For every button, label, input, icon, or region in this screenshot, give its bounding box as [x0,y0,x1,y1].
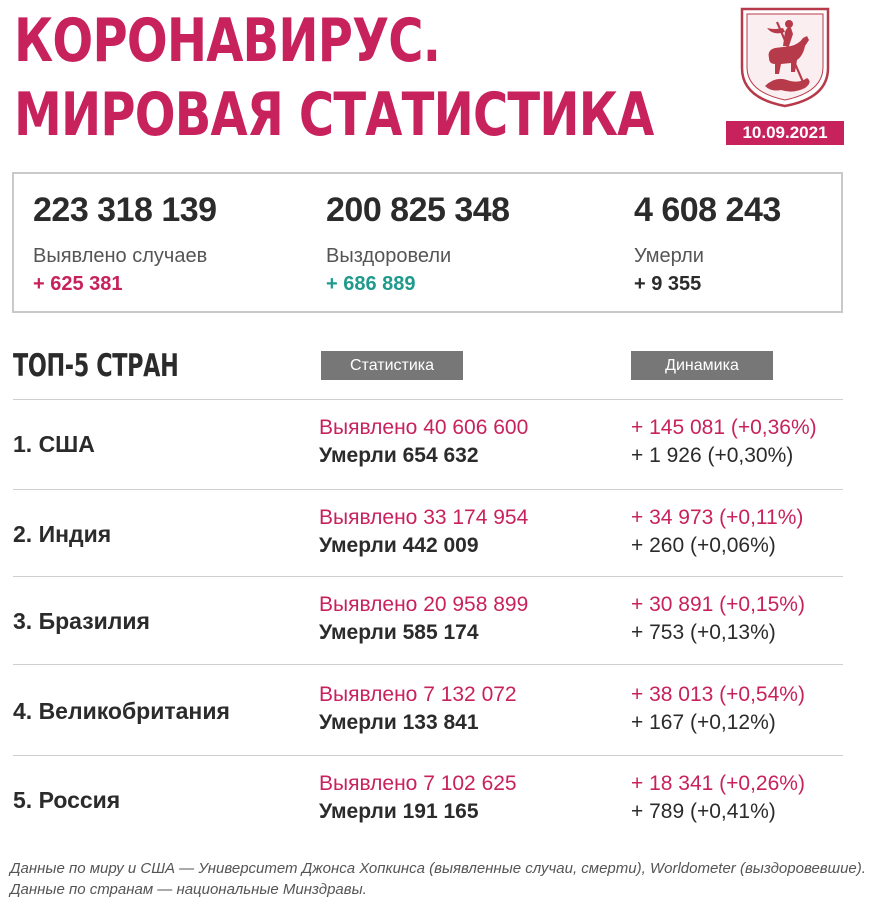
detected-delta: + 145 081 (+0,36%) [631,416,817,439]
cases-total: 223 318 139 [33,191,217,229]
deaths-delta: + 789 (+0,41%) [631,800,776,823]
detected-total: Выявлено 7 132 072 [319,683,517,706]
country-stats [319,681,517,737]
deaths-total: Умерли 133 841 [319,711,479,734]
title-line-2: МИРОВАЯ СТАТИСТИКА [14,80,654,150]
deaths-delta: + 9 355 [634,273,702,295]
summary-deaths [634,190,781,296]
detected-total: Выявлено 20 958 899 [319,593,529,616]
deaths-delta: + 1 926 (+0,30%) [631,444,794,467]
cases-delta: + 625 381 [33,273,123,295]
deaths-total: Умерли 585 174 [319,621,479,644]
recovered-label: Выздоровели [326,245,452,267]
row-divider [13,664,843,665]
country-stats [319,770,517,826]
top5-heading: ТОП-5 СТРАН [13,348,179,384]
deaths-delta: + 167 (+0,12%) [631,711,776,734]
detected-delta: + 30 891 (+0,15%) [631,593,805,616]
cases-label: Выявлено случаев [33,245,208,267]
country-name: 3. Бразилия [13,607,150,634]
detected-total: Выявлено 7 102 625 [319,772,517,795]
world-summary-box [12,172,843,313]
deaths-total: Умерли 191 165 [319,800,479,823]
country-dynamics [631,504,803,560]
deaths-total: Умерли 442 009 [319,534,479,557]
recovered-total: 200 825 348 [326,191,510,229]
country-stats [319,504,528,560]
title-line-1: КОРОНАВИРУС. [14,6,441,76]
country-row [0,400,886,488]
dynamics-column-header: Динамика [631,351,773,380]
detected-delta: + 34 973 (+0,11%) [631,506,804,529]
date-badge: 10.09.2021 [726,121,844,145]
source-footnote: Данные по миру и США — Университет Джонса Хопкинса (выявленные случаи, смерти), Worldometer (выздоровевшие). Данные по странам — национальные Минздравы. [10,860,866,898]
deaths-total: Умерли 654 632 [319,444,479,467]
detected-delta: + 18 341 (+0,26%) [631,772,805,795]
deaths-total: 4 608 243 [634,191,781,229]
country-name: 2. Индия [13,520,112,547]
deaths-delta: + 260 (+0,06%) [631,534,776,557]
detected-delta: + 38 013 (+0,54%) [631,683,805,706]
country-name: 4. Великобритания [13,697,230,724]
country-name: 1. США [13,430,95,457]
recovered-delta: + 686 889 [326,273,416,295]
country-row [0,577,886,665]
country-dynamics [631,591,805,647]
country-dynamics [631,681,805,737]
moscow-coat-of-arms-icon [739,6,831,109]
country-dynamics [631,770,805,826]
country-row [0,490,886,578]
detected-total: Выявлено 33 174 954 [319,506,529,529]
country-row [0,667,886,755]
country-name: 5. Россия [13,786,121,813]
country-row [0,756,886,844]
country-stats [319,414,528,470]
deaths-delta: + 753 (+0,13%) [631,621,776,644]
deaths-label: Умерли [634,245,704,267]
country-dynamics [631,414,817,470]
country-stats [319,591,528,647]
detected-total: Выявлено 40 606 600 [319,416,529,439]
page-title [14,4,653,152]
summary-cases [33,190,217,296]
stats-column-header: Статистика [321,351,463,380]
summary-recovered [326,190,510,296]
